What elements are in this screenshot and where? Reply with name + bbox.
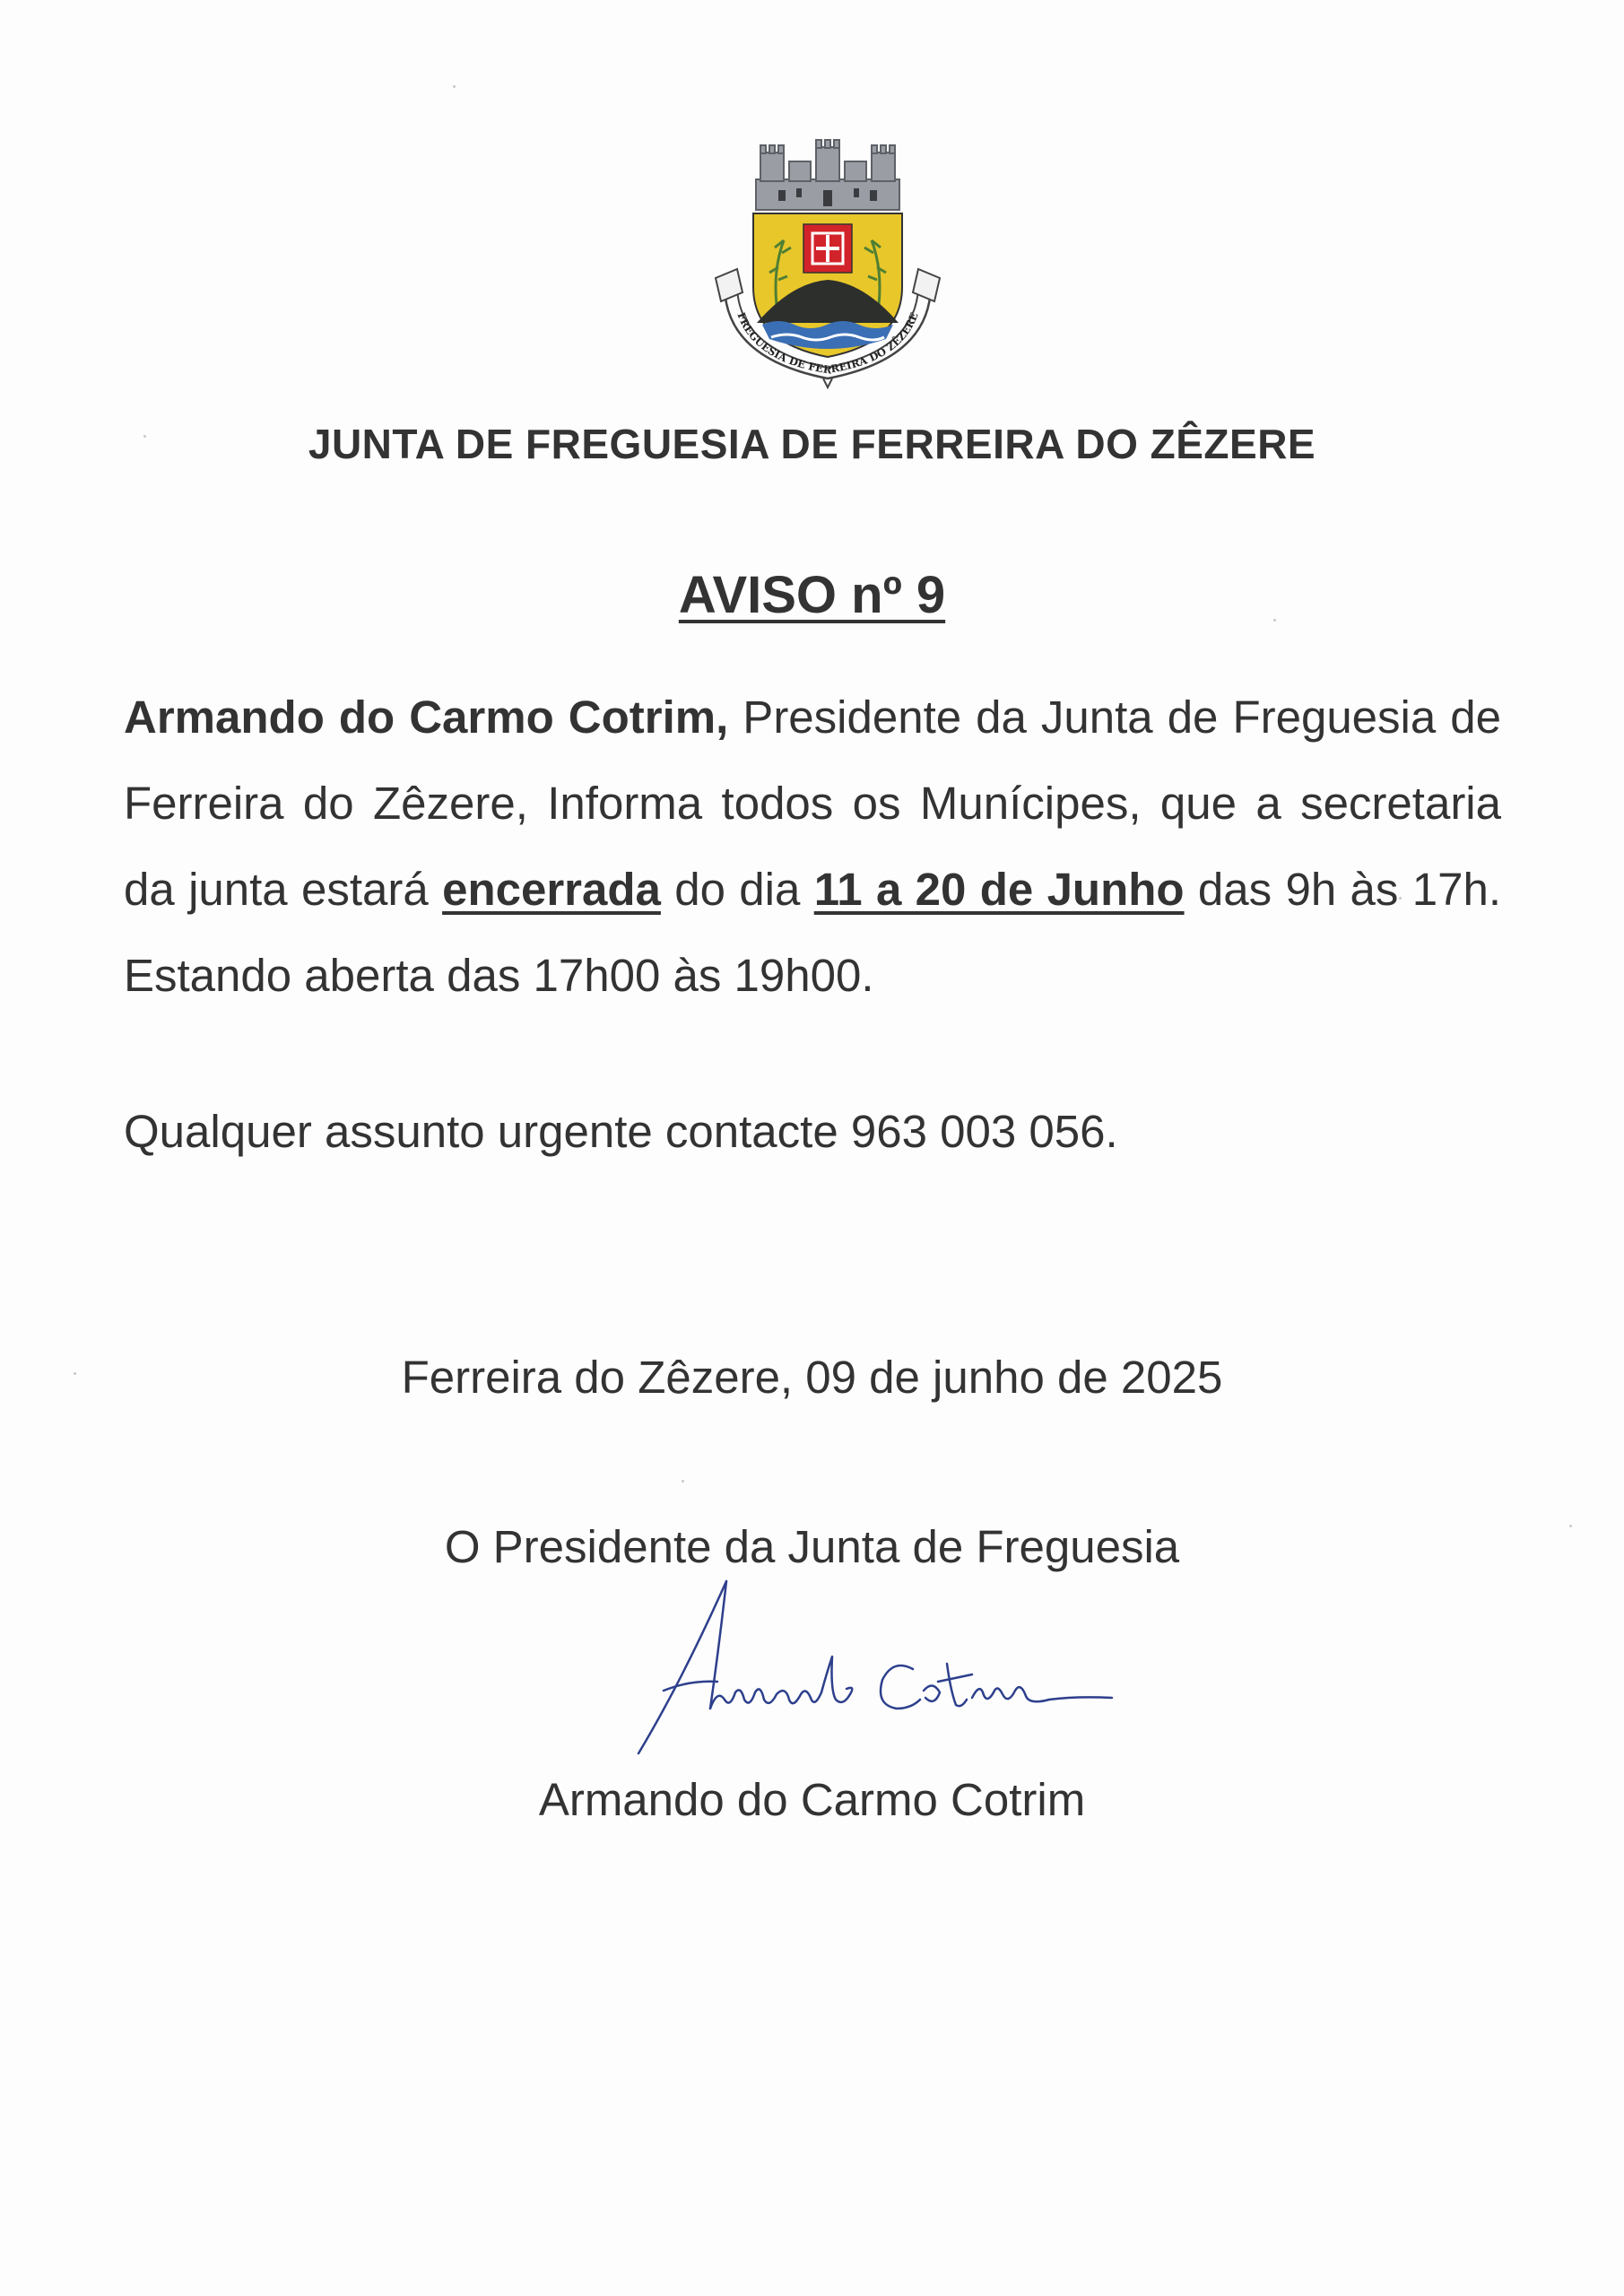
- notice-body: [124, 674, 1501, 1019]
- notice-title: [0, 565, 1624, 625]
- scan-speck: [682, 1480, 684, 1483]
- notice-title-text: AVISO nº 9: [678, 566, 946, 624]
- crest-motto: FREGUESIA DE FERREIRA DO ZÊZERE: [734, 310, 921, 377]
- urgent-contact: Qualquer assunto urgente contacte 963 003 056.: [124, 1106, 1118, 1157]
- body-text-part: das 9h às 17h. Estando aberta das 17h00 às 19h00.: [124, 864, 1501, 1001]
- handwritten-signature: [628, 1574, 1130, 1771]
- coat-of-arms-logo: [707, 135, 949, 395]
- body-text-part: do dia: [660, 864, 814, 915]
- date-range: 11 a 20 de Junho: [813, 864, 1185, 915]
- signer-role: O Presidente da Junta de Freguesia: [444, 1521, 1180, 1572]
- body-text-part: Presidente da Junta de Freguesia de Ferreira do Zêzere, Informa todos os Munícipes, que a secretaria da junta estará: [124, 691, 1501, 915]
- closed-word: encerrada: [442, 864, 661, 915]
- signer-name: Armando do Carmo Cotrim: [538, 1774, 1086, 1825]
- scan-speck: [453, 85, 456, 88]
- organization-title: JUNTA DE FREGUESIA DE FERREIRA DO ZÊZERE: [308, 421, 1316, 467]
- place-date: Ferreira do Zêzere, 09 de junho de 2025: [401, 1352, 1223, 1403]
- issuer-name: Armando do Carmo Cotrim,: [124, 691, 729, 743]
